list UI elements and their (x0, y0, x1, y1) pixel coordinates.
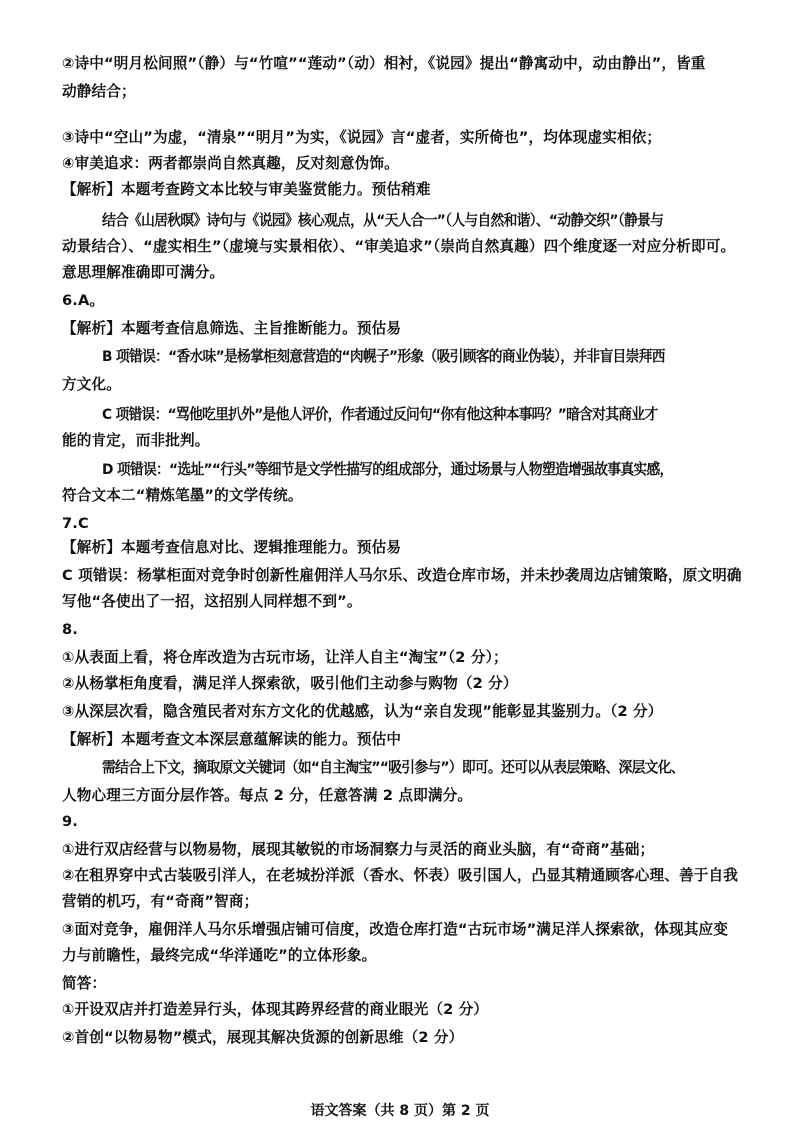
text-line: 方文化。 (62, 376, 121, 393)
text-line: 符合文本二“精炼笔墨”的文学传统。 (62, 487, 303, 504)
question-number: 6.A。 (62, 292, 105, 309)
question-number: 9. (62, 813, 78, 830)
text-line: ②在租界穿中式古装吸引洋人，在老城扮洋派（香水、怀表）吸引国人，凸显其精通顾客心理、善于自我 (62, 867, 738, 884)
text-line: C 项错误：杨掌柜面对竞争时创新性雇佣洋人马尔乐、改造仓库市场，并未抄袭周边店铺策略，原文明确 (62, 567, 742, 584)
text-line: 人物心理三方面分层作答。每点 2 分，任意答满 2 点即满分。 (62, 787, 473, 804)
page-footer: 语文答案（共 8 页）第 2 页 (310, 1103, 490, 1119)
text-line: 需结合上下文，摘取原文关键词（如“自主淘宝”“吸引参与”）即可。还可以从表层策略、深层文化、 (102, 759, 684, 776)
text-line: ②首创“以物易物”模式，展现其解决货源的创新思维（2 分） (62, 1029, 464, 1046)
text-line: 动景结合）、“虚实相生”（虚境与实景相依）、“审美追求”（崇尚自然真趣）四个维度逐一对应分析即可。 (62, 238, 736, 255)
text-line: C 项错误：“骂他吃里扒外”是他人评价，作者通过反问句“你有他这种本事吗？”暗含对其商业才 (102, 406, 658, 423)
text-line: ③诗中“空山”为虚，“清泉”“明月”为实，《说园》言“虚者，实所倚也”，均体现虚实相依； (62, 129, 662, 146)
text-line: 写他“各使出了一招，这招别人同样想不到”。 (62, 593, 362, 610)
text-line: ①从表面上看，将仓库改造为古玩市场，让洋人自主“淘宝”（2 分）； (62, 649, 508, 666)
text-line: ④审美追求：两者都崇尚自然真趣，反对刻意伪饰。 (62, 155, 399, 172)
text-line: B 项错误：“香水味”是杨掌柜刻意营造的“肉幌子”形象（吸引顾客的商业伪装），并非盲目崇拜西 (102, 348, 665, 365)
text-line: ②从杨掌柜角度看，满足洋人探索欲，吸引他们主动参与购物（2 分） (62, 675, 518, 692)
section-heading: 简答： (62, 975, 107, 992)
text-line: 意思理解准确即可满分。 (62, 264, 225, 281)
text-line: 营销的机巧，有“奇商”智商； (62, 893, 259, 910)
text-line: 动静结合； (62, 83, 136, 100)
section-heading: 【解析】本题考查文本深层意蕴解读的能力。预估中 (62, 731, 402, 748)
text-line: D 项错误：“选址”“行头”等细节是文学性描写的组成部分，通过场景与人物塑造增强故事真实感， (102, 461, 673, 478)
question-number: 7.C (62, 515, 89, 532)
text-line: ①开设双店并打造差异行头，体现其跨界经营的商业眼光（2 分） (62, 1001, 489, 1018)
text-line: 力与前瞻性，最终完成“华洋通吃”的立体形象。 (62, 947, 377, 964)
text-line: 能的肯定，而非批判。 (62, 432, 210, 449)
section-heading: 【解析】本题考查跨文本比较与审美鉴赏能力。预估稍难 (62, 181, 431, 198)
section-heading: 【解析】本题考查信息筛选、主旨推断能力。预估易 (62, 320, 402, 337)
text-line: ①进行双店经营与以物易物，展现其敏锐的市场洞察力与灵活的商业头脑，有“奇商”基础； (62, 841, 655, 858)
text-line: 结合《山居秋暝》诗句与《说园》核心观点，从“天人合一”（人与自然和谐）、“动静交织”（静景与 (102, 212, 664, 229)
text-line: ③从深层次看，隐含殖民者对东方文化的优越感，认为“亲自发现”能彰显其鉴别力。（2 分） (62, 703, 663, 720)
text-line: ③面对竞争，雇佣洋人马尔乐增强店铺可信度，改造仓库打造“古玩市场”满足洋人探索欲，体现其应变 (62, 921, 728, 938)
section-heading: 【解析】本题考查信息对比、逻辑推理能力。预估易 (62, 539, 402, 556)
text-line: ②诗中“明月松间照”（静）与“竹喧”“莲动”（动）相衬，《说园》提出“静寓动中，动由静出”，皆重 (62, 55, 706, 72)
question-number: 8. (62, 621, 78, 638)
